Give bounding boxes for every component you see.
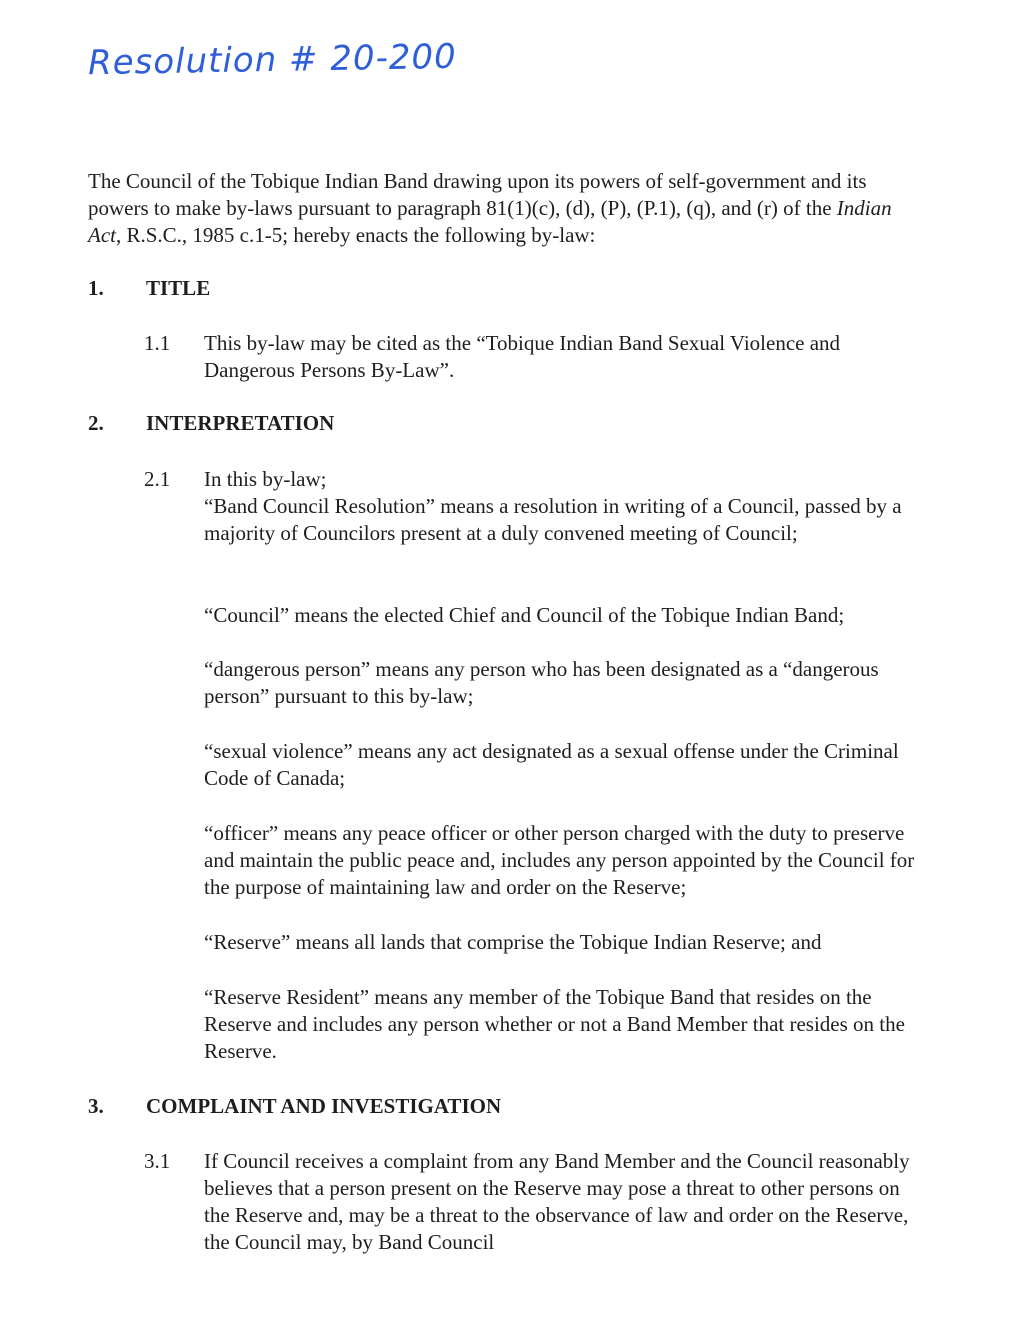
clause-intro: In this by-law;	[204, 467, 327, 491]
definition-officer: “officer” means any peace officer or other person charged with the duty to preserve and maintain the public peace and, includes any person appointed by the Council for the purpose of maintaining law and order on the Reserve;	[204, 821, 915, 899]
handwritten-resolution-number: Resolution # 20-200	[87, 36, 458, 84]
indian-act-title: Indian Act	[88, 196, 892, 247]
clause-number: 1.1	[144, 331, 171, 355]
clause-1-1	[144, 330, 924, 384]
preamble-paragraph	[88, 168, 918, 249]
clause-text: This by-law may be cited as the “Tobique Indian Band Sexual Violence and Dangerous Persons By-Law”.	[204, 331, 841, 382]
clause-number: 3.1	[144, 1149, 171, 1173]
section-title: COMPLAINT AND INVESTIGATION	[146, 1094, 502, 1118]
clause-3-1	[144, 1148, 924, 1256]
section-title: TITLE	[146, 276, 211, 300]
definition-reserve-resident: “Reserve Resident” means any member of the Tobique Band that resides on the Reserve and includes any person whether or not a Band Member that resides on the Reserve.	[204, 985, 905, 1063]
section-1-heading	[88, 275, 210, 302]
definition-council: “Council” means the elected Chief and Council of the Tobique Indian Band;	[204, 603, 845, 627]
section-3-heading	[88, 1093, 501, 1120]
section-number: 3.	[88, 1094, 104, 1118]
definition-sexual-violence: “sexual violence” means any act designated as a sexual offense under the Criminal Code of Canada;	[204, 739, 899, 790]
section-number: 1.	[88, 276, 104, 300]
preamble-text-end: , R.S.C., 1985 c.1-5; hereby enacts the following by-law:	[115, 223, 596, 247]
definition-band-council-resolution: “Band Council Resolution” means a resolution in writing of a Council, passed by a majority of Councilors present at a duly convened meeting of Council;	[204, 494, 902, 545]
section-title: INTERPRETATION	[146, 411, 335, 435]
clause-number: 2.1	[144, 467, 171, 491]
clause-text: If Council receives a complaint from any Band Member and the Council reasonably believes that a person present on the Reserve may pose a threat to other persons on the Reserve and, may be a threat to the observance of law and order on the Reserve, the Council may, by Band Council	[204, 1149, 910, 1254]
clause-2-1	[144, 466, 924, 493]
definition-reserve: “Reserve” means all lands that comprise the Tobique Indian Reserve; and	[204, 930, 822, 954]
section-number: 2.	[88, 411, 104, 435]
section-2-heading	[88, 410, 334, 437]
definition-dangerous-person: “dangerous person” means any person who has been designated as a “dangerous person” pursuant to this by-law;	[204, 657, 879, 708]
preamble-text-start: The Council of the Tobique Indian Band drawing upon its powers of self-government and its powers to make by-laws pursuant to paragraph 81(1)(c), (d), (P), (P.1), (q), and (r) of the	[88, 169, 867, 220]
